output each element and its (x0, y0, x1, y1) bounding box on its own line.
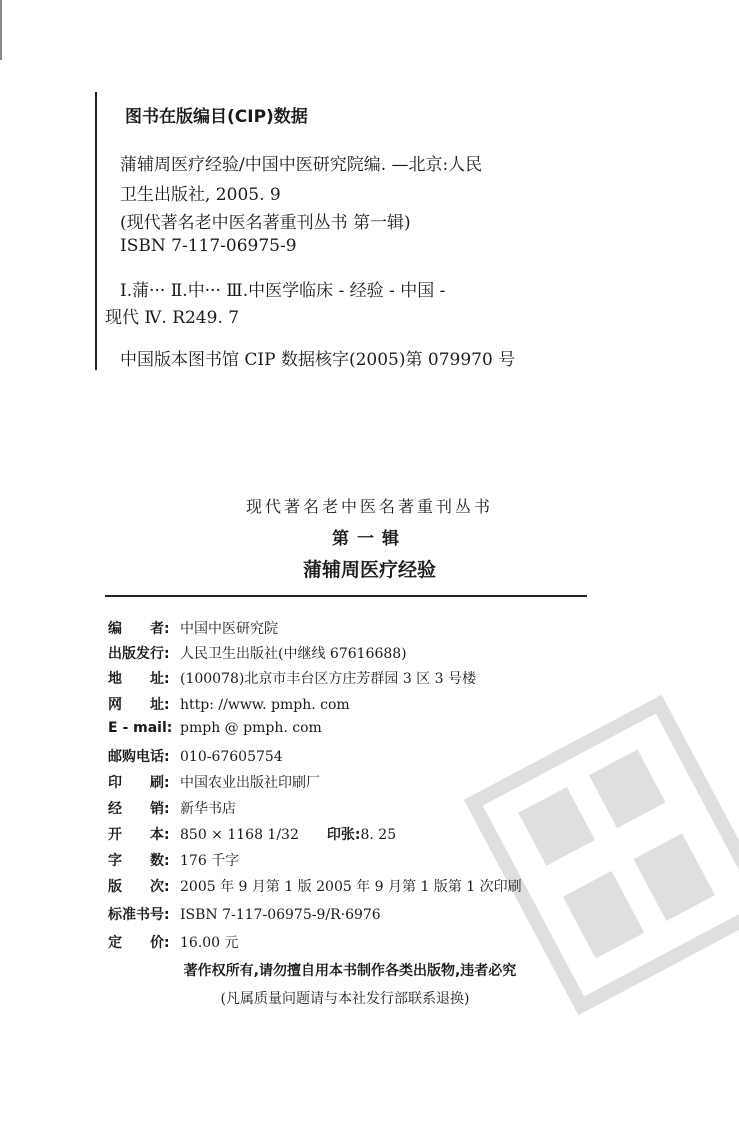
imprint-value: 176 千字 (180, 853, 240, 869)
imprint-value: 中国农业出版社印刷厂 (180, 775, 320, 791)
cip-class-line-1: Ⅰ.蒲··· Ⅱ.中··· Ⅲ.中医学临床 - 经验 - 中国 - (120, 281, 446, 301)
imprint-row-standard-number (108, 904, 381, 924)
imprint-value: pmph @ pmph. com (180, 720, 322, 736)
margin-rule (95, 92, 97, 370)
imprint-value: 中国中医研究院 (180, 621, 278, 637)
copyright-notice: 著作权所有,请勿擅自用本书制作各类出版物,违者必究 (183, 963, 517, 979)
imprint-row-publisher (108, 643, 407, 663)
imprint-value: ISBN 7-117-06975-9/R·6976 (180, 907, 381, 923)
title-rule (105, 595, 587, 597)
imprint-label: 邮购电话: (108, 749, 170, 765)
cip-line-1: 蒲辅周医疗经验/中国中医研究院编. —北京:人民 (120, 155, 483, 175)
imprint-row-edition (108, 876, 522, 896)
imprint-row-address (108, 668, 476, 688)
cip-class-line-2: 现代 Ⅳ. R249. 7 (105, 308, 240, 328)
cip-title: 图书在版编目(CIP)数据 (125, 107, 308, 127)
series-volume: 第一辑 (332, 529, 407, 549)
cip-line-3: (现代著名老中医名著重刊丛书 第一辑) (120, 213, 411, 233)
imprint-label: 印 刷: (108, 775, 170, 791)
imprint-value: 010-67605754 (180, 749, 283, 765)
imprint-label: 字 数: (108, 853, 170, 869)
series-name: 现代著名老中医名著重刊丛书 (245, 497, 493, 516)
imprint-row-email (108, 720, 322, 736)
imprint-label: 出版发行: (108, 646, 170, 662)
imprint-row-editor (108, 618, 278, 638)
imprint-row-word-count (108, 850, 239, 870)
imprint-label-sheets: 印张: (326, 827, 361, 843)
imprint-value: 16.00 元 (180, 935, 239, 951)
imprint-row-printer (108, 772, 320, 792)
exchange-note: (凡属质量问题请与本社发行部联系退换) (220, 991, 470, 1007)
imprint-label: 经 销: (108, 801, 170, 817)
imprint-label: 定 价: (108, 935, 170, 951)
imprint-label: E - mail: (108, 720, 173, 736)
imprint-label: 编 者: (108, 621, 170, 637)
imprint-value: (100078)北京市丰台区方庄芳群园 3 区 3 号楼 (180, 671, 476, 687)
page-edge-line (0, 0, 2, 60)
imprint-value: 人民卫生出版社(中继线 67616688) (180, 646, 407, 662)
imprint-row-distributor (108, 798, 236, 818)
cip-line-2: 卫生出版社, 2005. 9 (120, 185, 281, 205)
cip-number: 中国版本图书馆 CIP 数据核字(2005)第 079970 号 (120, 350, 516, 370)
imprint-value: 新华书店 (180, 801, 236, 817)
imprint-label: 开 本: (108, 827, 170, 843)
imprint-row-website (108, 694, 350, 714)
cip-isbn: ISBN 7-117-06975-9 (120, 236, 297, 256)
imprint-label: 网 址: (108, 697, 170, 713)
imprint-row-format (108, 824, 396, 844)
imprint-value: 850 × 1168 1/32 (180, 827, 299, 843)
book-title: 蒲辅周医疗经验 (302, 559, 436, 581)
imprint-label: 地 址: (108, 671, 170, 687)
imprint-value: http: //www. pmph. com (180, 697, 350, 713)
imprint-label: 标准书号: (108, 907, 170, 923)
imprint-value-sheets: 8. 25 (360, 827, 397, 843)
imprint-row-price (108, 932, 239, 952)
imprint-label: 版 次: (108, 879, 170, 895)
imprint-value: 2005 年 9 月第 1 版 2005 年 9 月第 1 版第 1 次印刷 (180, 879, 522, 895)
imprint-row-mail-order-phone (108, 746, 283, 766)
